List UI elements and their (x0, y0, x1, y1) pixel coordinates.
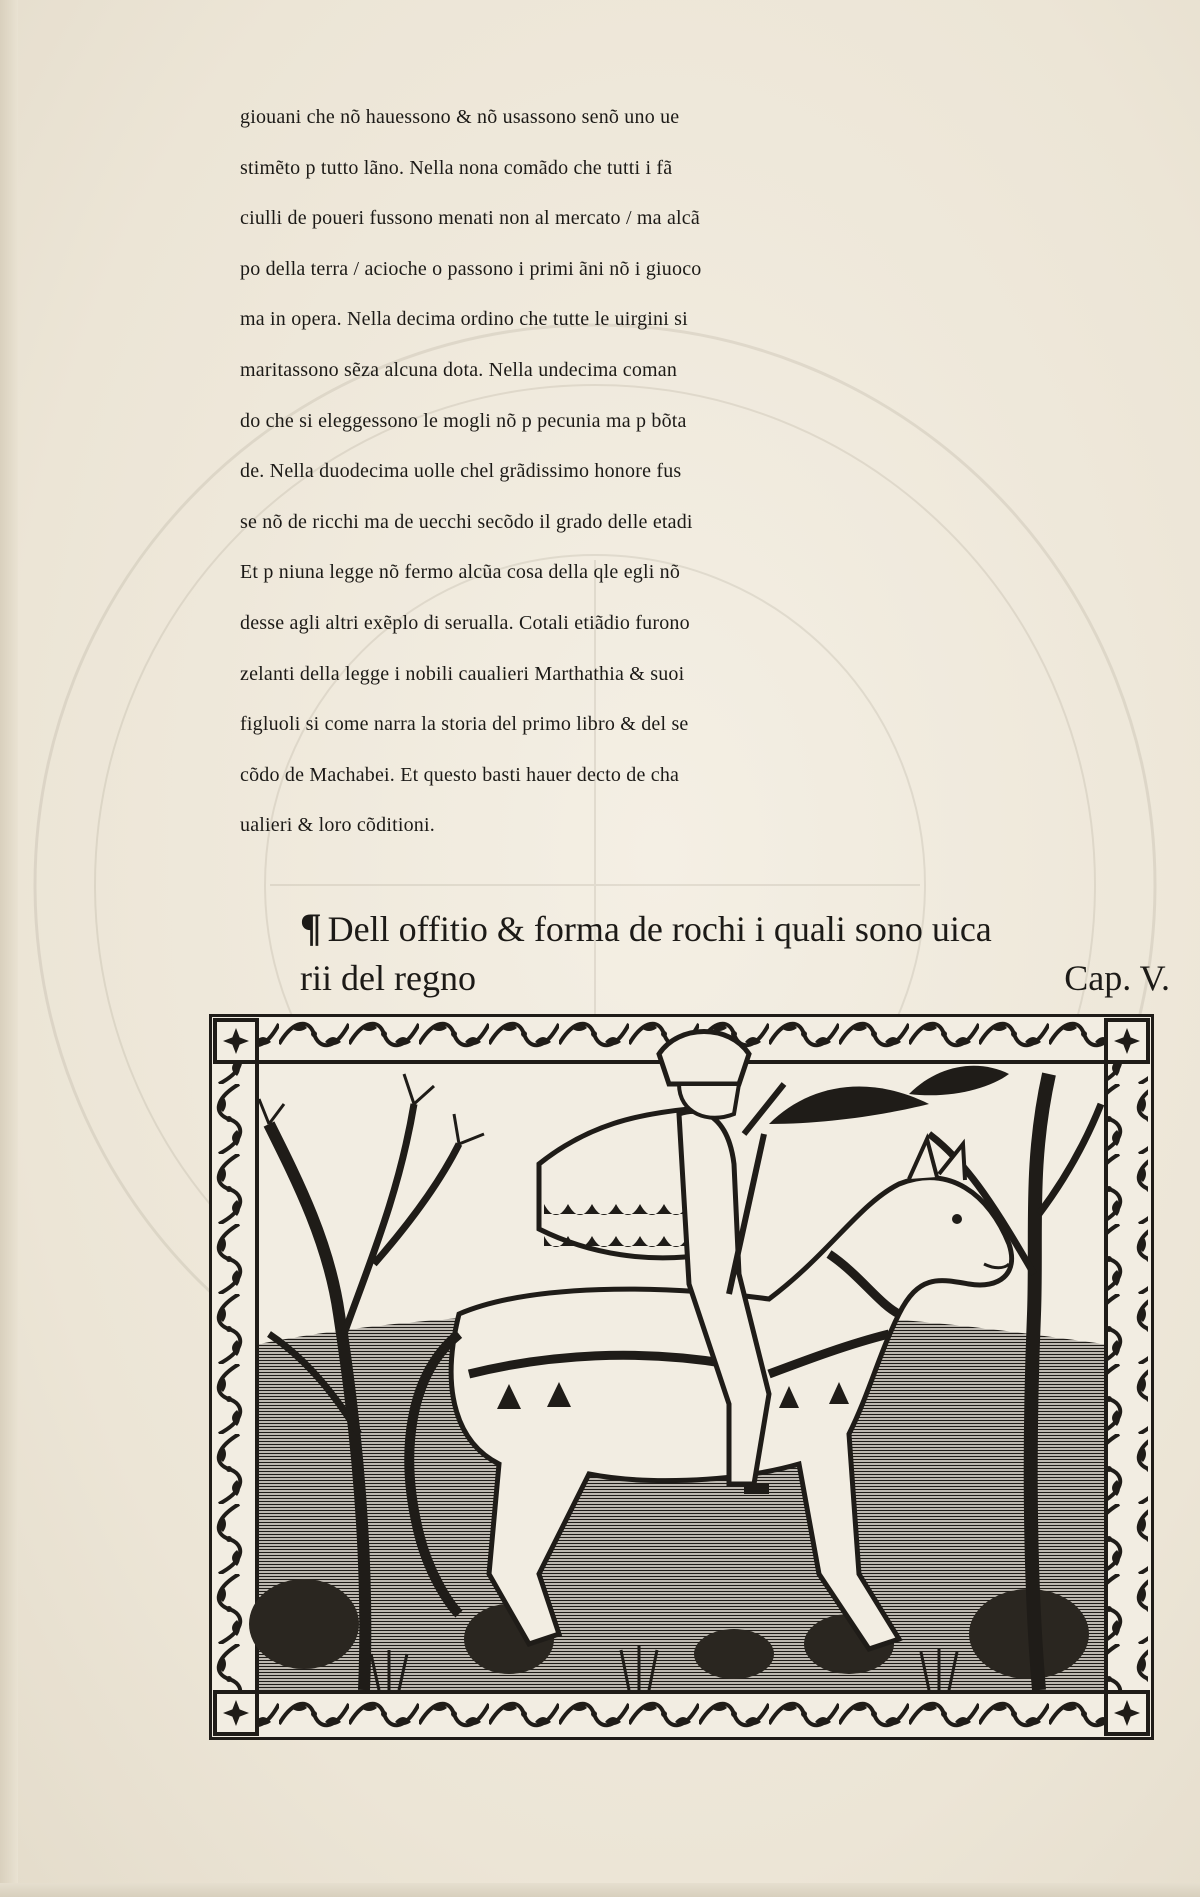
text-line: do che si eleggessono le mogli nõ p pecunia ma p bõta (240, 409, 687, 432)
text-line: ualieri & loro cõditioni. (240, 814, 435, 837)
text-line: se nõ de ricchi ma de uecchi secõdo il grado delle etadi (240, 510, 693, 533)
chapter-heading-line-2: rii del regno (300, 958, 476, 998)
chapter-heading (300, 903, 1170, 1003)
page-gutter-edge (0, 0, 18, 1897)
body-text (240, 92, 1170, 851)
paragraph-mark-icon: ¶ (300, 905, 322, 950)
text-line: desse agli altri exẽplo di serualla. Cotali etiãdio furono (240, 611, 690, 634)
text-line: ciulli de poueri fussono menati non al mercato / ma alcã (240, 207, 700, 230)
text-line: zelanti della legge i nobili caualieri Marthathia & suoi (240, 662, 685, 685)
text-line: po della terra / acioche o passono i primi ãni nõ i giuoco (240, 257, 702, 280)
text-line: maritassono sẽza alcuna dota. Nella undecima coman (240, 358, 678, 381)
text-line: stimẽto p tutto lãno. Nella nona comãdo che tutti i fã (240, 156, 673, 179)
text-line: de. Nella duodecima uolle chel grãdissimo honore fus (240, 460, 682, 483)
text-line: ma in opera. Nella decima ordino che tutte le uirgini si (240, 308, 688, 331)
page-bottom-edge (0, 1883, 1200, 1897)
text-line: cõdo de Machabei. Et questo basti hauer decto de cha (240, 763, 680, 786)
chapter-number: Cap. V. (1064, 958, 1170, 998)
rider-on-horse-woodcut (209, 1014, 1154, 1740)
text-line: Et p niuna legge nõ fermo alcũa cosa della qle egli nõ (240, 561, 681, 584)
text-line: giouani che nõ hauessono & nõ usassono senõ uno ue (240, 106, 680, 128)
chapter-heading-line-1: Dell offitio & forma de rochi i quali sono uica (327, 909, 992, 949)
text-line: figluoli si come narra la storia del primo libro & del se (240, 713, 689, 736)
